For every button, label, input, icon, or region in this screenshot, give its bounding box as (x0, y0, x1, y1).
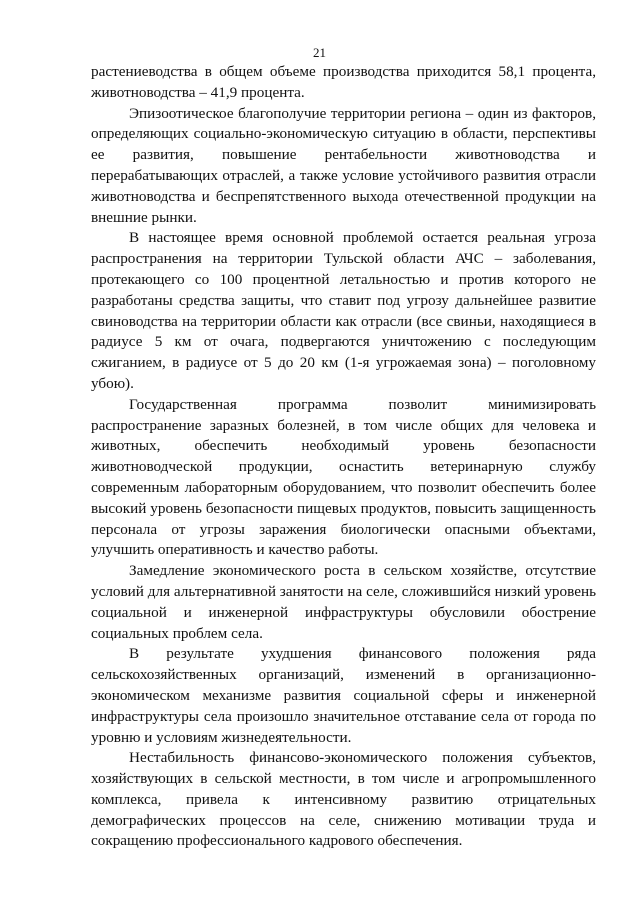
page-number: 21 (313, 45, 326, 60)
paragraph-state-program: Государственная программа позволит минимизировать распространение заразных болезней, в том числе общих для человека и животных, обеспечить необходимый уровень безопасности животноводческой продукции, оснастить ветеринарную службу современным лабораторным оборудованием, что позволит обеспечить более высокий уровень безопасности пищевых продуктов, повысить защищенность персонала от угрозы заражения биологически опасными объектами, улучшить оперативность и качество работы. (91, 395, 596, 559)
paragraph-epizootic-wellbeing: Эпизоотическое благополучие территории региона – один из факторов, определяющих социально-экономическую ситуацию в области, перспективы ее развития, повышение рентабельности животноводства и перерабатывающих отраслей, а также условие устойчивого развития отрасли животноводства и беспрепятственного выхода отечественной продукции на внешние рынки. (91, 104, 596, 226)
paragraph-financial-deterioration: В результате ухудшения финансового положения ряда сельскохозяйственных организаций, изменений в организационно-экономическом механизме развития социальной сферы и инженерной инфраструктуры села произошло значительное отставание села от города по уровню и условиям жизнедеятельности. (91, 645, 596, 746)
paragraph-continued: растениеводства в общем объеме производства приходится 58,1 процента, животноводства – 41,9 процента. (91, 63, 596, 101)
paragraph-instability: Нестабильность финансово-экономического положения субъектов, хозяйствующих в сельской местности, в том числе и агропромышленного комплекса, привела к интенсивному развитию отрицательных демографических процессов на селе, снижению мотивации труда и сокращению профессионального кадрового обеспечения. (91, 749, 596, 850)
paragraph-asf-threat: В настоящее время основной проблемой остается реальная угроза распространения на территории Тульской области АЧС – заболевания, протекающего со 100 процентной летальностью и против которого не разработаны средства защиты, что ставит под угрозу дальнейшее развитие свиноводства на территории области как отрасли (все свиньи, находящиеся в радиусе 5 км от очага, подвергаются уничтожению с последующим сжиганием, в радиусе от 5 до 20 км (1-я угрожаемая зона) – поголовному убою). (91, 229, 596, 392)
paragraph-economic-slowdown: Замедление экономического роста в сельском хозяйстве, отсутствие условий для альтернативной занятости на селе, сложившийся низкий уровень социальной и инженерной инфраструктуры обусловили обострение социальных проблем села. (91, 562, 596, 642)
document-body (91, 62, 596, 852)
